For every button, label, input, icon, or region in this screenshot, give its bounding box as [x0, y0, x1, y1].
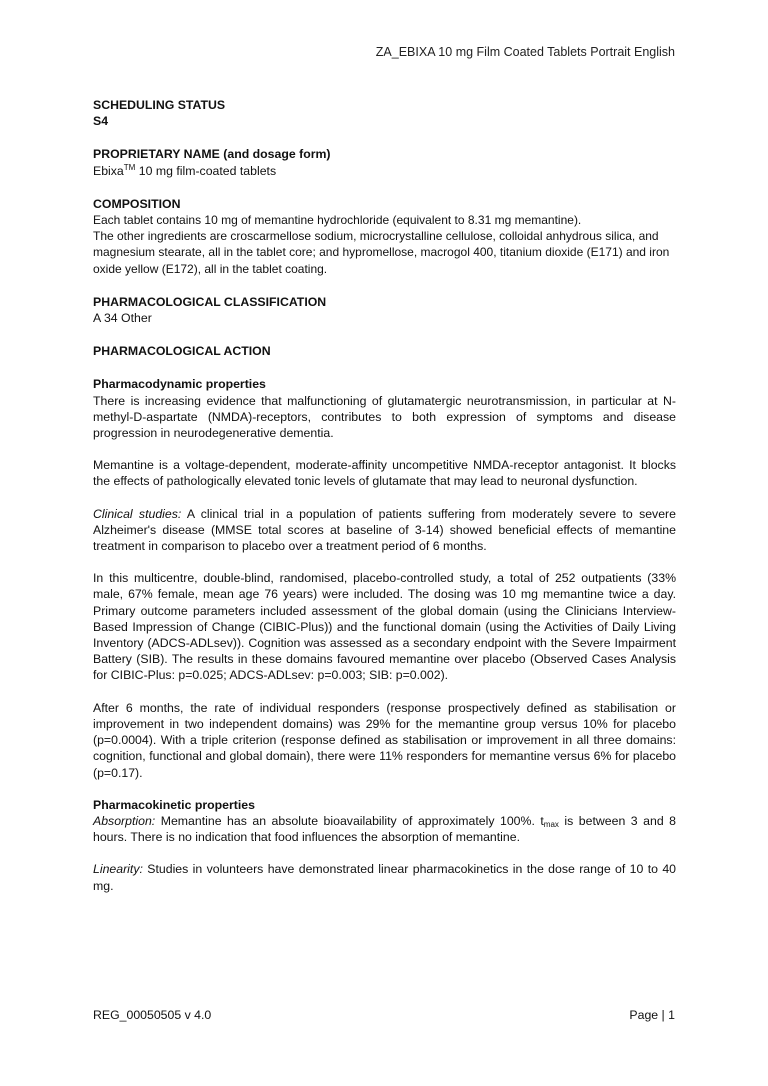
- absorption-text-a: Memantine has an absolute bioavailability of approximately 100%. t: [155, 813, 544, 828]
- responders-paragraph: After 6 months, the rate of individual responders (response prospectively defined as stabilisation or improvement in two independent domains) was 29% for the memantine group versus 10% for placebo (p=0.0004). With a triple criterion (response defined as stabilisation or improvement in all three domains: cognition, functional and global domain), there were 11% responders for memantine versus 6% for placebo (p=0.17).: [93, 700, 676, 780]
- pharmacodynamic-heading: Pharmacodynamic properties: [93, 377, 266, 392]
- absorption-paragraph: [93, 813, 676, 845]
- pharmacodynamic-paragraph-2: Memantine is a voltage-dependent, moderate-affinity uncompetitive NMDA-receptor antagonist. It blocks the effects of pathologically elevated tonic levels of glutamate that may lead to neuronal dysfunction.: [93, 458, 676, 489]
- study-design-paragraph: In this multicentre, double-blind, randomised, placebo-controlled study, a total of 252 outpatients (33% male, 67% female, mean age 76 years) were included. The dosing was 10 mg memantine twice a day. Primary outcome parameters included assessment of the global domain (using the Clinicians Interview-Based Impression of Change (CIBIC-Plus)) and the functional domain (using the Activities of Daily Living Inventory (ADCS-ADLsev)). Cognition was assessed as a secondary endpoint with the Severe Impairment Battery (SIB). The results in these domains favoured memantine over placebo (Observed Cases Analysis for CIBIC-Plus: p=0.025; ADCS-ADLsev: p=0.003; SIB: p=0.002).: [93, 571, 676, 683]
- document-body: [93, 97, 676, 894]
- linearity-label: Linearity:: [93, 862, 143, 877]
- clinical-studies-label: Clinical studies:: [93, 506, 182, 521]
- tmax-subscript: max: [543, 819, 559, 829]
- absorption-text-b: is between 3 and 8 hours. There is no indication that food influences the absorption of memantine.: [93, 813, 676, 845]
- document-header-title: ZA_EBIXA 10 mg Film Coated Tablets Portrait English: [375, 45, 675, 59]
- footer-page-number: Page | 1: [629, 1008, 675, 1022]
- proprietary-name-text: [93, 163, 676, 179]
- trademark-mark: TM: [123, 162, 136, 172]
- clinical-studies-paragraph: [93, 506, 676, 555]
- scheduling-status-heading: SCHEDULING STATUS: [93, 98, 226, 112]
- absorption-label: Absorption:: [93, 813, 156, 828]
- pharmacokinetic-heading: Pharmacokinetic properties: [93, 797, 255, 812]
- linearity-paragraph: [93, 861, 676, 893]
- composition-line-1: Each tablet contains 10 mg of memantine hydrochloride (equivalent to 8.31 mg memantine).: [93, 213, 582, 228]
- linearity-text: Studies in volunteers have demonstrated linear pharmacokinetics in the dose range of 10 to 40 mg.: [93, 862, 676, 893]
- classification-value: A 34 Other: [93, 311, 152, 326]
- pharmacological-action-heading: PHARMACOLOGICAL ACTION: [93, 344, 271, 359]
- scheduling-status-value: S4: [93, 114, 109, 129]
- footer-reference: REG_00050505 v 4.0: [93, 1008, 212, 1022]
- classification-heading: PHARMACOLOGICAL CLASSIFICATION: [93, 294, 327, 309]
- composition-line-2: The other ingredients are croscarmellose sodium, microcrystalline cellulose, colloidal anhydrous silica, and magnesium stearate, all in the tablet core; and hypromellose, macrogol 400, titanium dioxide (E171) and iron oxide yellow (E172), all in the tablet coating.: [93, 229, 670, 276]
- composition-heading: COMPOSITION: [93, 196, 181, 211]
- pharmacodynamic-paragraph-1: There is increasing evidence that malfunctioning of glutamatergic neurotransmission, in particular at N-methyl-D-aspartate (NMDA)-receptors, contributes to both expression of symptoms and disease progression in neurodegenerative dementia.: [93, 393, 676, 441]
- clinical-studies-text: A clinical trial in a population of patients suffering from moderately severe to severe Alzheimer's disease (MMSE total scores at baseline of 3-14) showed beneficial effects of memantine treatment in comparison to placebo over a treatment period of 6 months.: [93, 506, 676, 554]
- brand-name: Ebixa: [93, 163, 124, 178]
- dosage-form: 10 mg film-coated tablets: [135, 163, 277, 178]
- proprietary-name-heading: PROPRIETARY NAME (and dosage form): [93, 147, 331, 162]
